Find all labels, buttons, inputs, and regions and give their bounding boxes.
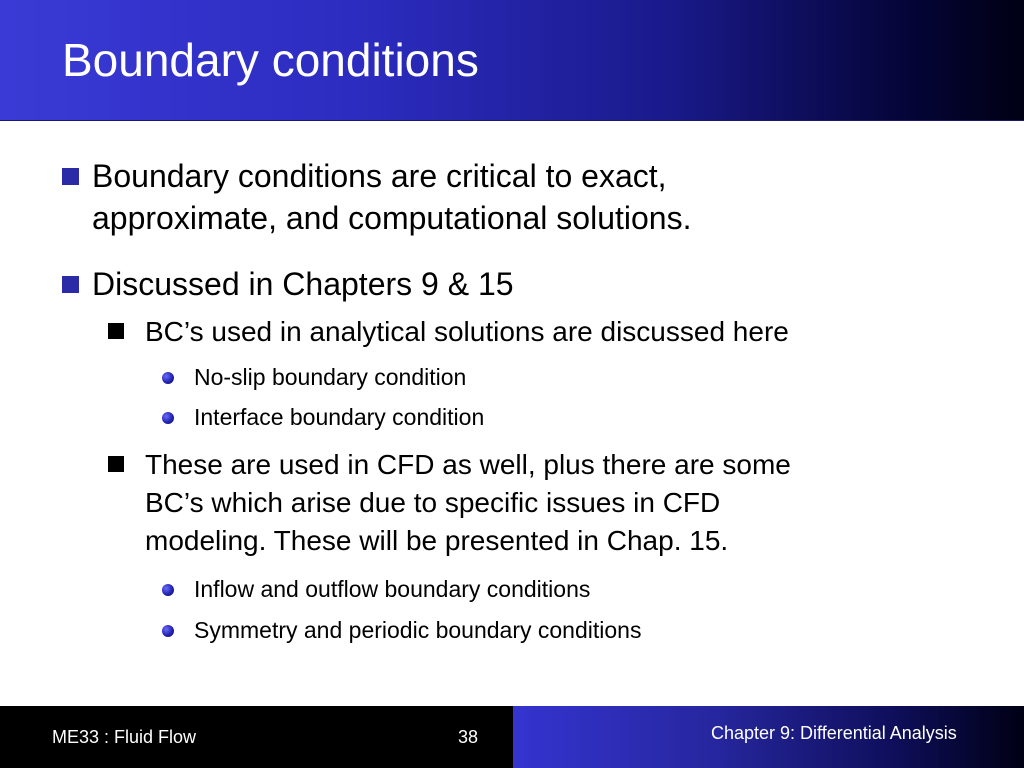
bullet-dot-icon [162,625,174,637]
bullet-dot-icon [162,584,174,596]
bullet-line: modeling. These will be presented in Chap. 15. [145,525,729,556]
footer-right-panel [513,706,1024,768]
bullet-square-icon [108,323,124,339]
bullet-line: These are used in CFD as well, plus there are some [145,449,791,480]
page-number: 38 [458,727,479,747]
bullet-square-icon [62,168,79,185]
footer-course: ME33 : Fluid Flow [52,727,197,747]
bullet-square-icon [108,456,124,472]
footer-chapter: Chapter 9: Differential Analysis [711,723,957,743]
bullet-text-chapters: Discussed in Chapters 9 & 15 [92,266,514,302]
bullet-text-noslip: No-slip boundary condition [194,364,467,390]
bullet-text-inflow: Inflow and outflow boundary conditions [194,576,591,602]
bullet-line: Boundary conditions are critical to exact, [92,158,667,194]
bullet-line: BC’s which arise due to specific issues in CFD [145,487,721,518]
bullet-text-analytical: BC’s used in analytical solutions are discussed here [145,316,789,347]
bullet-text-symmetry: Symmetry and periodic boundary conditions [194,617,642,643]
bullet-dot-icon [162,372,174,384]
slide-title: Boundary conditions [62,34,479,86]
bullet-dot-icon [162,412,174,424]
footer [0,706,1024,768]
bullet-square-icon [62,276,79,293]
bullet-text-interface: Interface boundary condition [194,404,485,430]
bullet-text-cfd [145,446,791,560]
footer-left-panel [0,706,513,768]
bullet-text-critical [92,155,691,239]
bullet-line: approximate, and computational solutions. [92,200,692,236]
